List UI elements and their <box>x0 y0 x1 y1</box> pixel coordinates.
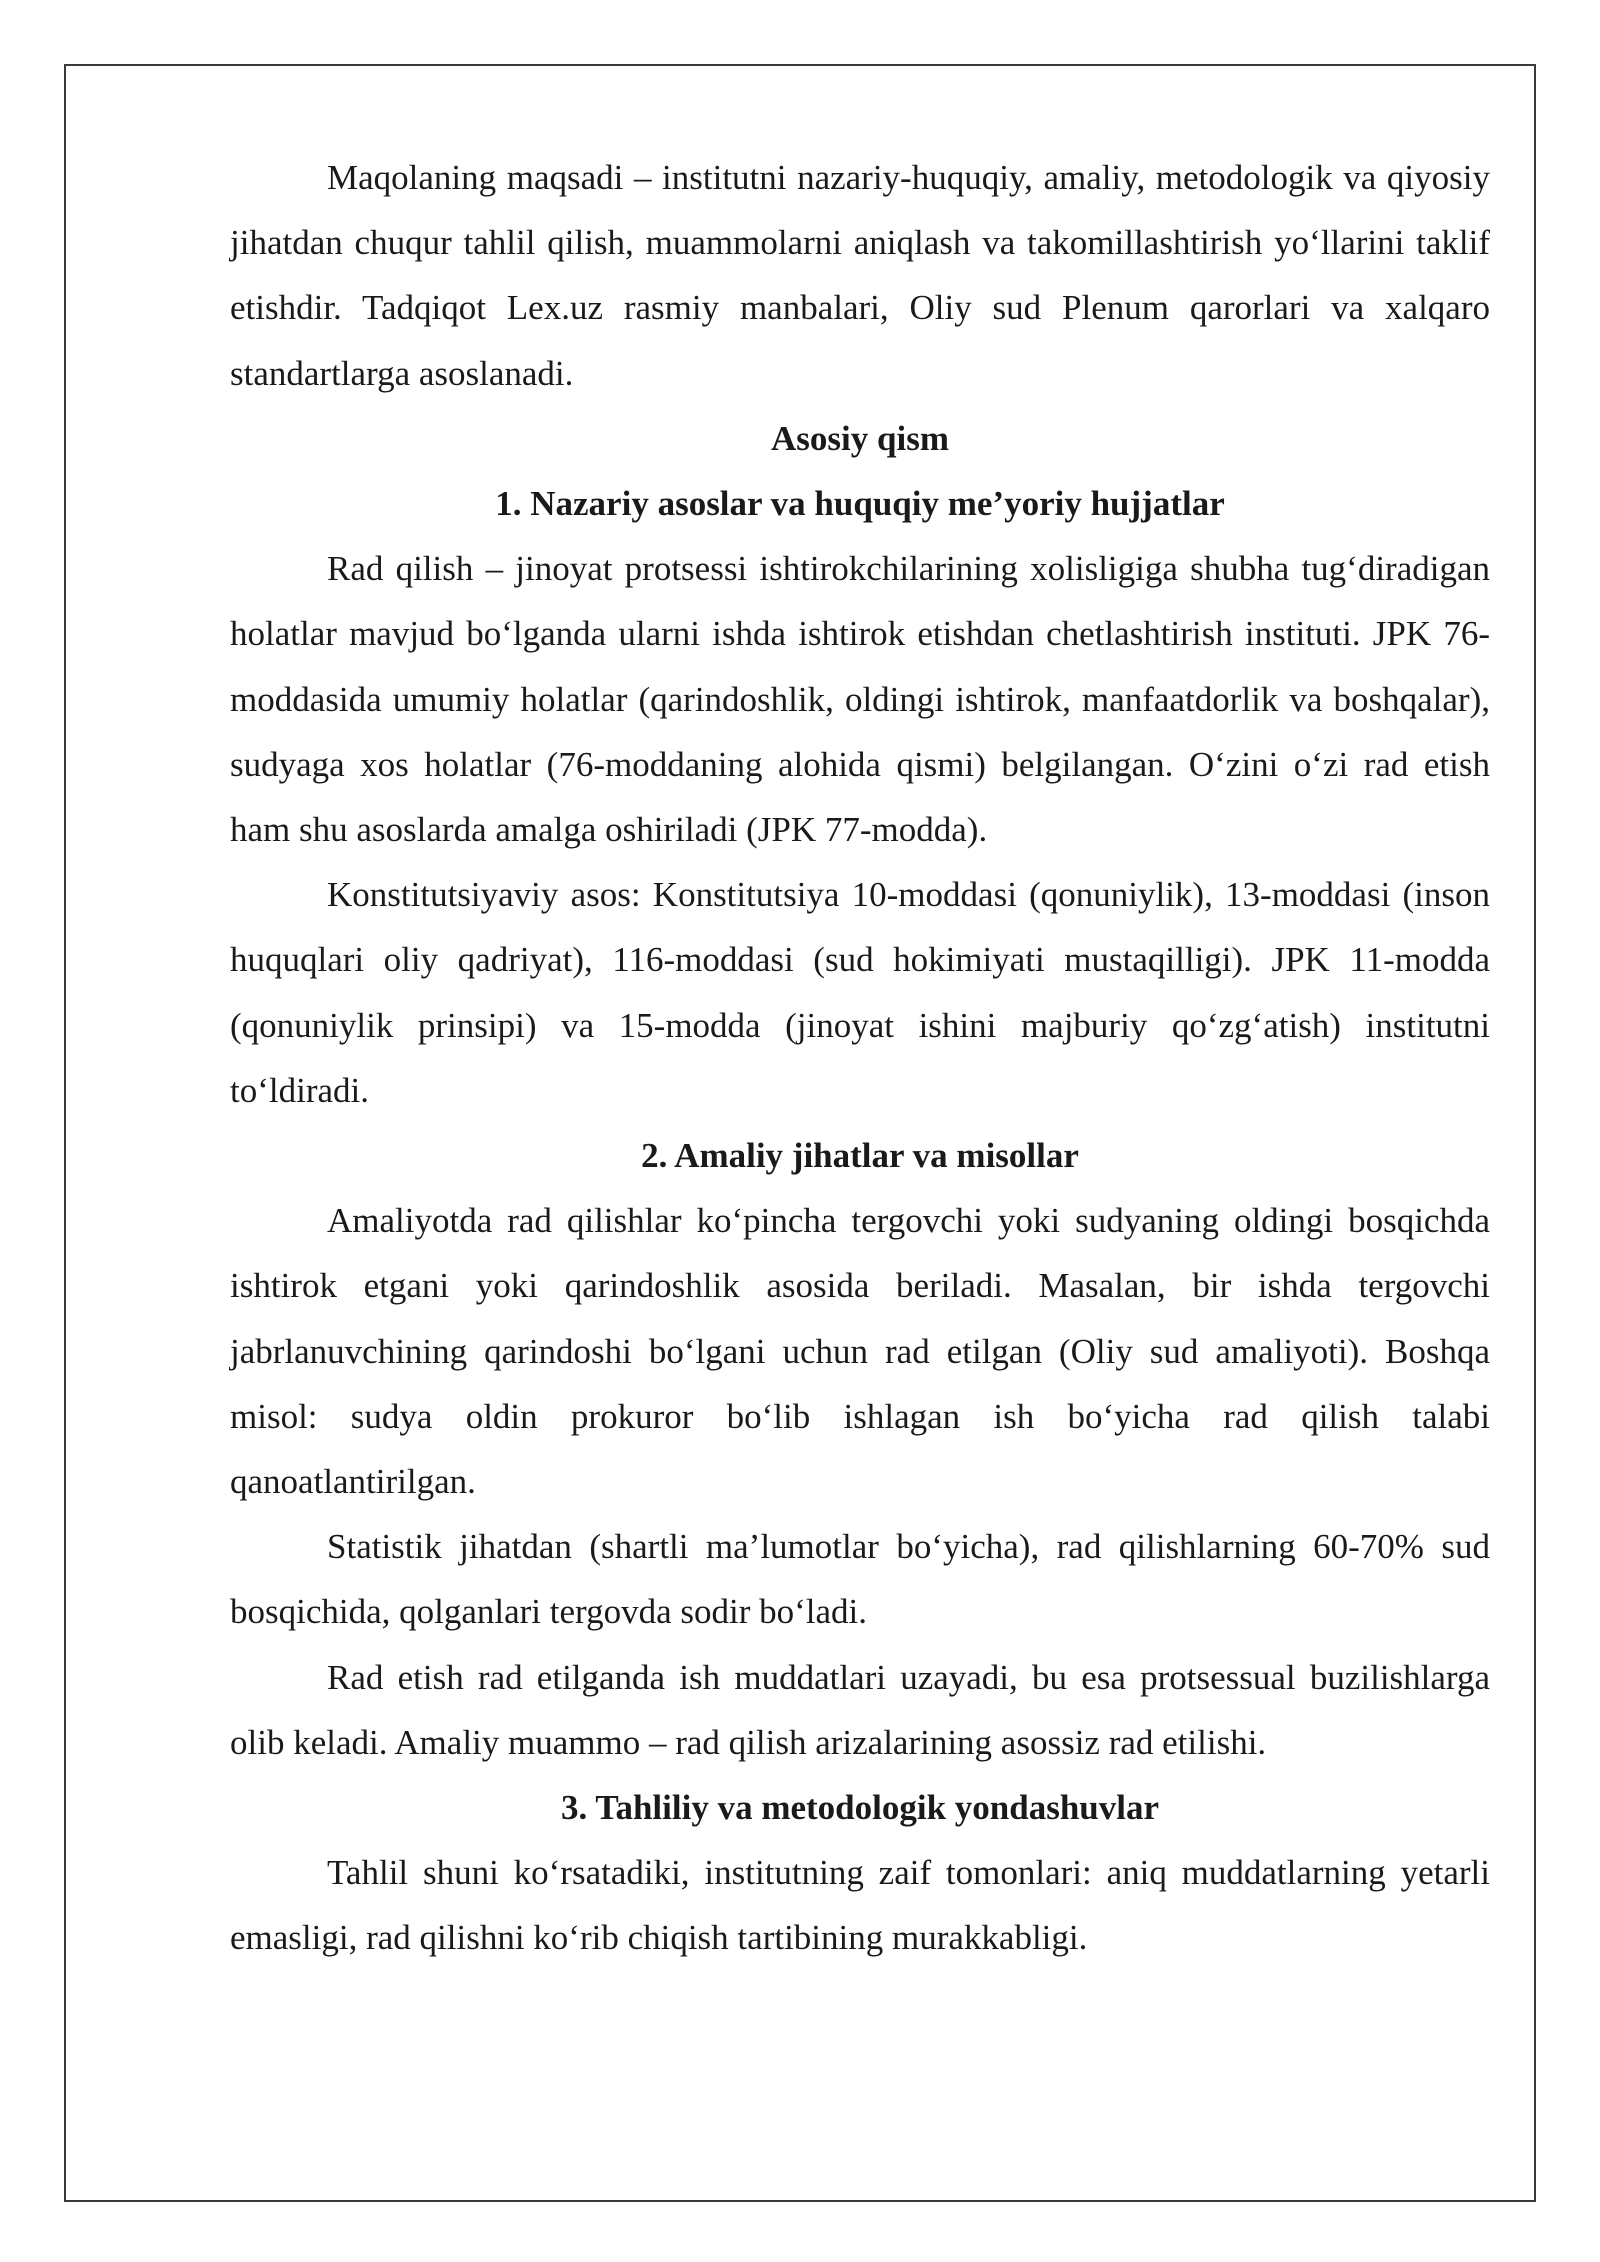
paragraph-practice-examples: Amaliyotda rad qilishlar ko‘pincha tergovchi yoki sudyaning oldingi bosqichda ishtirok etgani yoki qarindoshlik asosida beriladi. Masalan, bir ishda tergovchi jabrlanuvchining qarindoshi bo‘lgani uchun rad etilgan (Oliy sud amaliyoti). Boshqa misol: sudya oldin prokuror bo‘lib ishlagan ish bo‘yicha rad qilish talabi qanoatlantirilgan. <box>230 1201 1490 1502</box>
paragraph-recusal-definition: Rad qilish – jinoyat protsessi ishtirokchilarining xolisligiga shubha tug‘diradigan holatlar mavjud bo‘lganda ularni ishda ishtirok etishdan chetlashtirish instituti. JPK 76-moddasida umumiy holatlar (qarindoshlik, oldingi ishtirok, manfaatdorlik va boshqalar), sudyaga xos holatlar (76-moddaning alohida qismi) belgilangan. O‘zini o‘zi rad etish ham shu asoslarda amalga oshiriladi (JPK 77-modda). <box>230 549 1490 850</box>
document-body <box>230 145 1490 1971</box>
paragraph-practical-problem: Rad etish rad etilganda ish muddatlari uzayadi, bu esa protsessual buzilishlarga olib keladi. Amaliy muammo – rad qilish arizalarining asossiz rad etilishi. <box>230 1657 1490 1762</box>
paragraph-purpose: Maqolaning maqsadi – institutni nazariy-huquqiy, amaliy, metodologik va qiyosiy jihatdan chuqur tahlil qilish, muammolarni aniqlash va takomillashtirish yo‘llarini taklif etishdir. Tadqiqot Lex.uz rasmiy manbalari, Oliy sud Plenum qarorlari va xalqaro standartlarga asoslanadi. <box>230 158 1490 393</box>
heading-section-1: 1. Nazariy asoslar va huquqiy me’yoriy hujjatlar <box>495 484 1225 524</box>
heading-section-2: 2. Amaliy jihatlar va misollar <box>641 1136 1079 1176</box>
paragraph-constitutional-basis: Konstitutsiyaviy asos: Konstitutsiya 10-moddasi (qonuniylik), 13-moddasi (inson huquqlari oliy qadriyat), 116-moddasi (sud hokimiyati mustaqilligi). JPK 11-modda (qonuniylik prinsipi) va 15-modda (jinoyat ishini majburiy qo‘zg‘atish) institutni to‘ldiradi. <box>230 875 1490 1110</box>
paragraph-analysis: Tahlil shuni ko‘rsatadiki, institutning zaif tomonlari: aniq muddatlarning yetarli emasligi, rad qilishni ko‘rib chiqish tartibining murakkabligi. <box>230 1853 1490 1958</box>
paragraph-statistics: Statistik jihatdan (shartli ma’lumotlar bo‘yicha), rad qilishlarning 60-70% sud bosqichida, qolganlari tergovda sodir bo‘ladi. <box>230 1527 1490 1632</box>
heading-main-part: Asosiy qism <box>771 418 949 458</box>
heading-section-3: 3. Tahliliy va metodologik yondashuvlar <box>560 1788 1160 1828</box>
